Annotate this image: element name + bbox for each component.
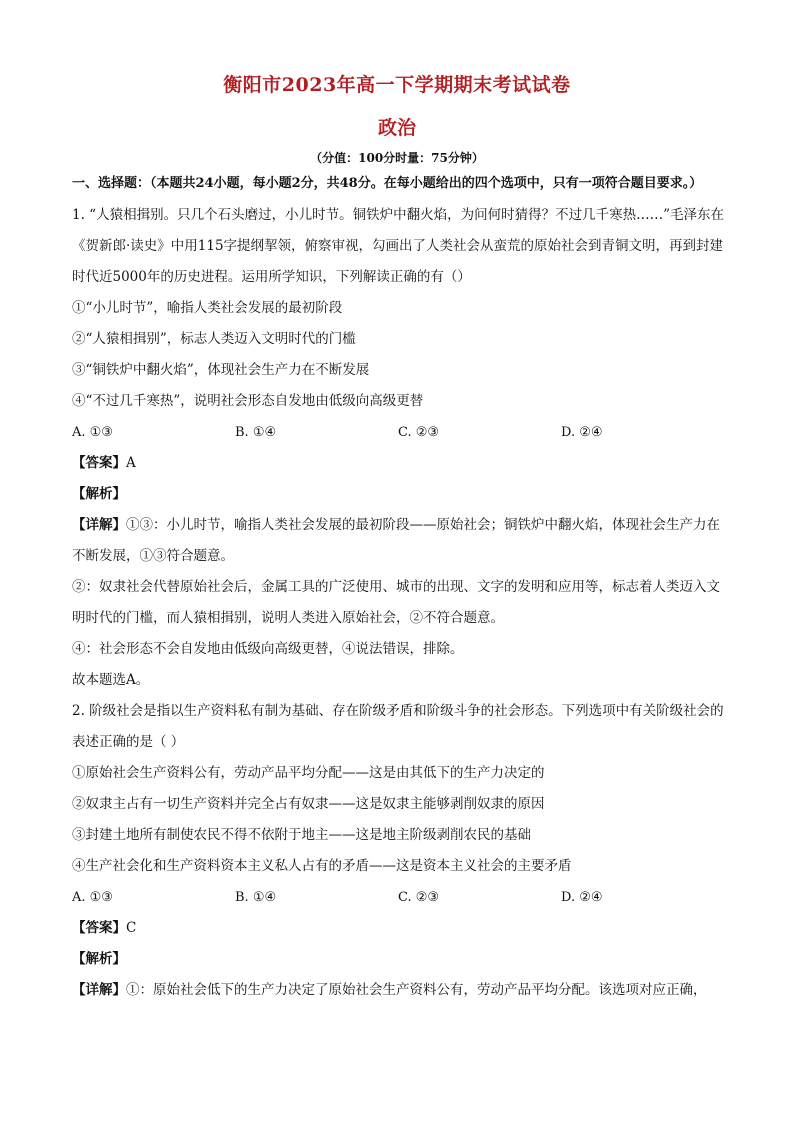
q1-detail-3: ④：社会形态不会自发地由低级向高级更替，④说法错误，排除。 xyxy=(72,641,464,657)
section-heading: 一、选择题：（本题共24小题，每小题2分，共48分。在每小题给出的四个选项中，只有一项符合题目要求。） xyxy=(72,176,703,191)
exam-title: 衡阳市2023年高一下学期期末考试试卷 xyxy=(223,74,571,96)
q1-option-a: A. ①③ xyxy=(72,425,113,440)
q1-detail-1 xyxy=(72,510,724,572)
q1-stem: 1. “人猿相揖别。只几个石头磨过，小儿时节。铜铁炉中翻火焰，为问何时猜得？不过几千寒热……”毛泽东在《贺新郎·读史》中用115字提纲挈领，俯察审视，勾画出了人类社会从蛮荒的原始社会到青铜文明，再到封建时代近5000年的历史进程。运用所学知识，下列解读正确的有（） xyxy=(72,207,724,285)
q1-option-b: B. ①④ xyxy=(235,425,277,440)
exam-content xyxy=(72,171,724,1006)
q1-item-3: ③“铜铁炉中翻火焰”，体现社会生产力在不断发展 xyxy=(72,362,370,378)
q1-item-4: ④“不过几千寒热”，说明社会形态自发地由低级向高级更替 xyxy=(72,393,424,409)
q2-option-c: C. ②③ xyxy=(398,890,440,905)
q2-option-a: A. ①③ xyxy=(72,890,113,905)
q2-detail-1 xyxy=(72,975,724,1006)
q2-answer-value: C xyxy=(126,920,137,936)
q1-analysis xyxy=(72,479,724,510)
q1-detail-2: ②：奴隶社会代替原始社会后，金属工具的广泛使用、城市的出现、文字的发明和应用等，标志着人类迈入文明时代的门槛，而人猿相揖别，说明人类进入原始社会，②不符合题意。 xyxy=(72,579,720,626)
q2-item-4: ④生产社会化和生产资料资本主义私人占有的矛盾——这是资本主义社会的主要矛盾 xyxy=(72,858,572,874)
q2-answer-tag: 【答案】 xyxy=(72,920,126,936)
q1-option-d: D. ②④ xyxy=(561,425,603,440)
q2-detail-text-1: ①：原始社会低下的生产力决定了原始社会生产资料公有，劳动产品平均分配。该选项对应正确， xyxy=(126,982,707,998)
q1-answer-value: A xyxy=(126,455,136,471)
q2-analysis xyxy=(72,944,724,975)
q1-option-c: C. ②③ xyxy=(398,425,440,440)
q2-detail-tag: 【详解】 xyxy=(72,982,126,998)
exam-subject: 政治 xyxy=(377,117,416,139)
q1-answer xyxy=(72,448,724,479)
q1-item-1: ①“小儿时节”，喻指人类社会发展的最初阶段 xyxy=(72,300,343,316)
q2-options xyxy=(72,882,724,913)
q2-item-2: ②奴隶主占有一切生产资料并完全占有奴隶——这是奴隶主能够剥削奴隶的原因 xyxy=(72,796,545,812)
q1-item-2: ②“人猿相揖别”，标志人类迈入文明时代的门槛 xyxy=(72,331,356,347)
q2-option-b: B. ①④ xyxy=(235,890,277,905)
q2-stem: 2. 阶级社会是指以生产资料私有制为基础、存在阶级矛盾和阶级斗争的社会形态。下列选项中有关阶级社会的表述正确的是（ ） xyxy=(72,703,724,750)
q2-option-d: D. ②④ xyxy=(561,890,603,905)
exam-meta: （分值：100分时量：75分钟） xyxy=(310,151,484,165)
q1-options xyxy=(72,417,724,448)
q1-analysis-tag: 【解析】 xyxy=(72,486,126,502)
q1-detail-text-1: ①③：小儿时节，喻指人类社会发展的最初阶段——原始社会；铜铁炉中翻火焰，体现社会生产力在不断发展，①③符合题意。 xyxy=(72,517,720,564)
q1-detail-tag: 【详解】 xyxy=(72,517,126,533)
q2-item-1: ①原始社会生产资料公有，劳动产品平均分配——这是由其低下的生产力决定的 xyxy=(72,765,545,781)
q2-answer xyxy=(72,913,724,944)
q2-item-3: ③封建土地所有制使农民不得不依附于地主——这是地主阶级剥削农民的基础 xyxy=(72,827,531,843)
q2-analysis-tag: 【解析】 xyxy=(72,951,126,967)
q1-detail-4: 故本题选A。 xyxy=(72,672,150,688)
q1-answer-tag: 【答案】 xyxy=(72,455,126,471)
